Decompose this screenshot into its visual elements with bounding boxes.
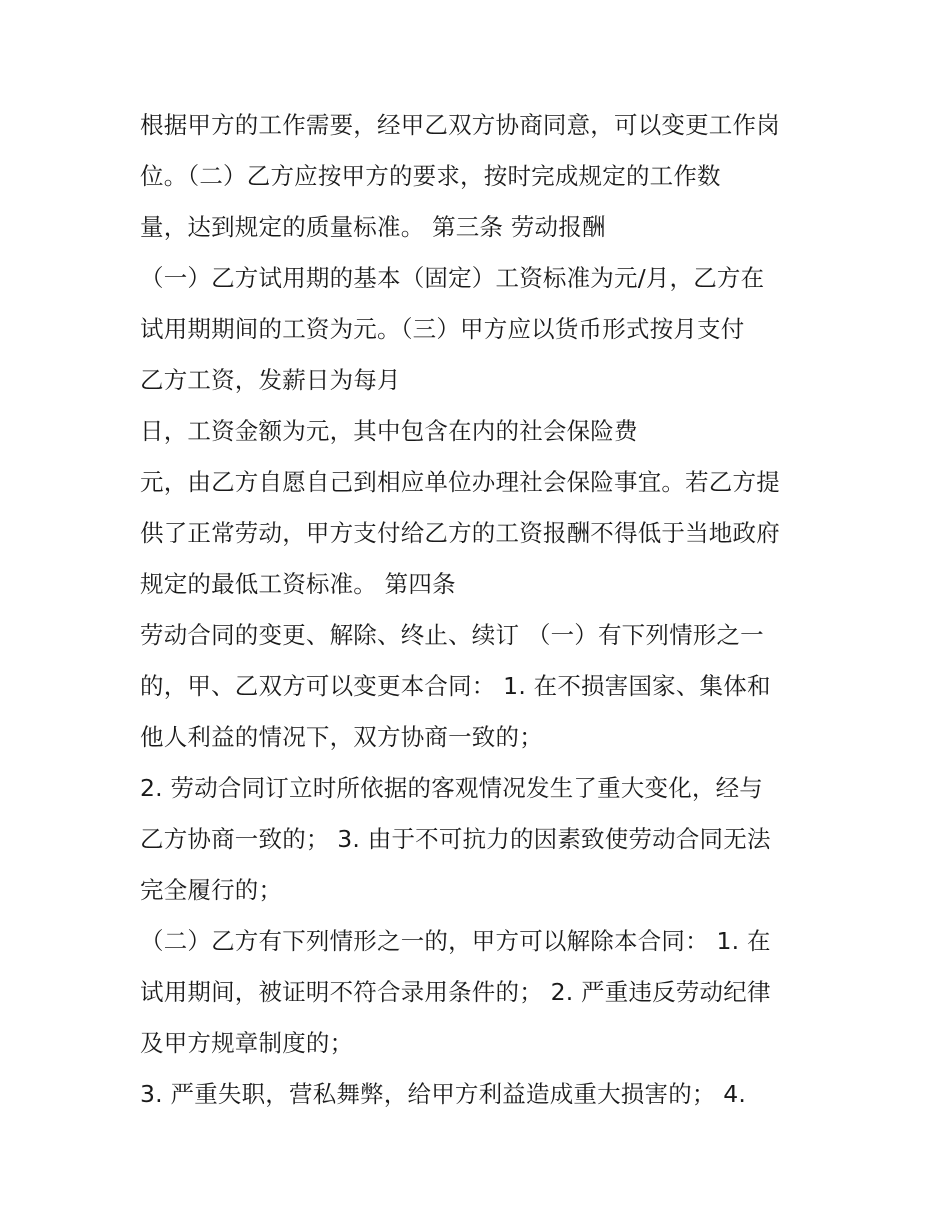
text-line: （一）乙方试用期的基本（固定）工资标准为元/月，乙方在	[140, 264, 765, 292]
text-line: 3. 严重失职，营私舞弊，给甲方利益造成重大损害的； 4.	[140, 1080, 747, 1108]
text-line: 供了正常劳动，甲方支付给乙方的工资报酬不得低于当地政府	[140, 519, 780, 547]
text-line: 量，达到规定的质量标准。 第三条 劳动报酬	[140, 213, 606, 241]
text-line: 乙方协商一致的； 3. 由于不可抗力的因素致使劳动合同无法	[140, 825, 771, 853]
text-line: 他人利益的情况下，双方协商一致的；	[140, 723, 543, 751]
text-line: 位。（二）乙方应按甲方的要求，按时完成规定的工作数	[140, 162, 721, 190]
text-line: 试用期间，被证明不符合录用条件的； 2. 严重违反劳动纪律	[140, 978, 771, 1006]
text-line: 规定的最低工资标准。 第四条	[140, 570, 456, 598]
text-line: 试用期期间的工资为元。（三）甲方应以货币形式按月支付	[140, 315, 745, 343]
text-line: 2. 劳动合同订立时所依据的客观情况发生了重大变化，经与	[140, 774, 763, 802]
text-line: （二）乙方有下列情形之一的，甲方可以解除本合同： 1. 在	[140, 927, 771, 955]
text-line: 及甲方规章制度的；	[140, 1029, 354, 1057]
text-line: 的，甲、乙双方可以变更本合同： 1. 在不损害国家、集体和	[140, 672, 771, 700]
text-line: 根据甲方的工作需要，经甲乙双方协商同意，可以变更工作岗	[140, 111, 780, 139]
text-line: 完全履行的；	[140, 876, 283, 904]
text-line: 劳动合同的变更、解除、终止、续订 （一）有下列情形之一	[140, 621, 764, 649]
contract-text	[140, 100, 830, 1120]
text-line: 日，工资金额为元，其中包含在内的社会保险费	[140, 417, 638, 445]
text-line: 乙方工资，发薪日为每月	[140, 366, 401, 394]
text-line: 元，由乙方自愿自己到相应单位办理社会保险事宜。若乙方提	[140, 468, 780, 496]
